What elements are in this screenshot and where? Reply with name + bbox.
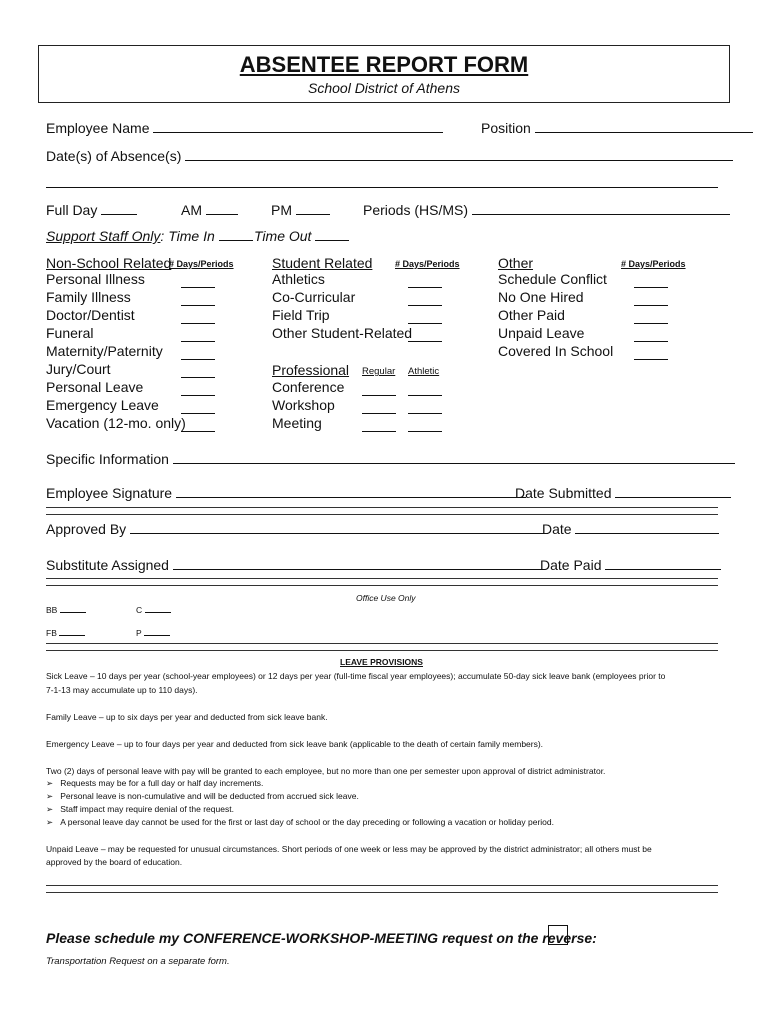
- approved-date-row: [542, 521, 719, 537]
- list-item: Covered In School: [498, 343, 614, 359]
- employee-name-field[interactable]: [153, 121, 443, 133]
- specific-info-row: [46, 451, 735, 467]
- dates-of-absence-label: Date(s) of Absence(s): [46, 148, 182, 164]
- list-item: Personal Leave: [46, 379, 144, 395]
- c-label: C: [136, 605, 143, 615]
- p-field[interactable]: [144, 627, 170, 636]
- regular-field[interactable]: [362, 384, 396, 396]
- approved-row: [46, 521, 548, 537]
- full-day-field[interactable]: [101, 203, 137, 215]
- full-day-row: [46, 202, 137, 218]
- pm-row: [271, 202, 330, 218]
- dates-of-absence-field-2[interactable]: [46, 176, 718, 188]
- list-item: Workshop: [272, 397, 335, 413]
- days-field[interactable]: [181, 348, 215, 360]
- days-field[interactable]: [181, 366, 215, 378]
- periods-label: Periods (HS/MS): [363, 202, 469, 218]
- list-item: Funeral: [46, 325, 94, 341]
- days-field[interactable]: [181, 402, 215, 414]
- non-school-days-header: # Days/Periods: [169, 259, 234, 269]
- unpaid-leave-text: Unpaid Leave – may be requested for unusual circumstances. Short periods of one week or less may be approved by the district administrator; all others must be: [46, 844, 652, 854]
- regular-header: Regular: [362, 366, 396, 377]
- substitute-row: [46, 557, 545, 573]
- days-field[interactable]: [408, 330, 442, 342]
- form-subtitle: School District of Athens: [308, 80, 460, 96]
- support-staff-label: Support Staff Only: [46, 228, 161, 244]
- bb-label: BB: [46, 605, 58, 615]
- title-box: [38, 45, 730, 103]
- approved-date-field[interactable]: [575, 522, 719, 534]
- list-item: Unpaid Leave: [498, 325, 585, 341]
- bullet-item: ➢ A personal leave day cannot be used for the first or last day of school or the day preceding or following a vacation or holiday period.: [46, 817, 554, 827]
- athletic-field[interactable]: [408, 420, 442, 432]
- am-row: [181, 202, 238, 218]
- date-paid-field[interactable]: [605, 558, 721, 570]
- office-use-label: Office Use Only: [356, 593, 416, 603]
- approved-by-field[interactable]: [130, 522, 548, 534]
- days-field[interactable]: [408, 276, 442, 288]
- regular-field[interactable]: [362, 402, 396, 414]
- date-submitted-field[interactable]: [615, 486, 731, 498]
- list-item: Personal Illness: [46, 271, 145, 287]
- p-label: P: [136, 628, 142, 638]
- date-label: Date: [542, 521, 572, 537]
- periods-row: [363, 202, 730, 218]
- date-paid-label: Date Paid: [540, 557, 602, 573]
- list-item: Schedule Conflict: [498, 271, 607, 287]
- unpaid-leave-text-2: approved by the board of education.: [46, 857, 183, 867]
- employee-name-row: [46, 120, 443, 136]
- dates-row: [46, 148, 733, 164]
- c-row: [136, 604, 171, 615]
- list-item: Co-Curricular: [272, 289, 356, 305]
- emergency-leave-text: Emergency Leave – up to four days per year and deducted from sick leave bank (applicable to the death of certain family members).: [46, 739, 544, 749]
- athletic-header: Athletic: [408, 366, 440, 377]
- days-field[interactable]: [408, 294, 442, 306]
- list-item: Athletics: [272, 271, 325, 287]
- days-field[interactable]: [634, 276, 668, 288]
- time-out-field[interactable]: [315, 229, 349, 241]
- employee-name-label: Employee Name: [46, 120, 150, 136]
- separator: [46, 507, 718, 515]
- student-days-header: # Days/Periods: [395, 259, 460, 269]
- other-days-header: # Days/Periods: [621, 259, 686, 269]
- list-item: Conference: [272, 379, 345, 395]
- position-label: Position: [481, 120, 531, 136]
- list-item: Jury/Court: [46, 361, 111, 377]
- list-item: No One Hired: [498, 289, 584, 305]
- personal-leave-text: Two (2) days of personal leave with pay will be granted to each employee, but no more than one per semester upon approval of district administrator.: [46, 766, 606, 776]
- bullet-item: ➢ Requests may be for a full day or half day increments.: [46, 778, 264, 788]
- days-field[interactable]: [634, 294, 668, 306]
- c-field[interactable]: [145, 604, 171, 613]
- leave-provisions-heading: LEAVE PROVISIONS: [340, 657, 423, 667]
- student-heading: Student Related: [272, 255, 373, 271]
- date-submitted-row: [515, 485, 731, 501]
- pm-label: PM: [271, 202, 292, 218]
- sick-leave-text: Sick Leave – 10 days per year (school-year employees) or 12 days per year (full-time fiscal year employees); accumulate 50-day sick leave bank (employees prior to: [46, 671, 666, 681]
- employee-signature-field[interactable]: [176, 486, 526, 498]
- dates-continuation-row: [46, 175, 718, 193]
- days-field[interactable]: [181, 312, 215, 324]
- list-item: Meeting: [272, 415, 322, 431]
- periods-field[interactable]: [472, 203, 730, 215]
- fb-label: FB: [46, 628, 57, 638]
- other-heading: Other: [498, 255, 534, 271]
- list-item: Other Paid: [498, 307, 565, 323]
- bullet-item: ➢ Staff impact may require denial of the request.: [46, 804, 234, 814]
- time-out-label: Time Out: [254, 228, 312, 244]
- fb-field[interactable]: [59, 627, 85, 636]
- full-day-label: Full Day: [46, 202, 98, 218]
- list-item: Doctor/Dentist: [46, 307, 135, 323]
- list-item: Family Illness: [46, 289, 131, 305]
- list-item: Field Trip: [272, 307, 330, 323]
- sick-leave-text-2: 7-1-13 may accumulate up to 110 days).: [46, 685, 198, 695]
- substitute-assigned-field[interactable]: [173, 558, 545, 570]
- days-field[interactable]: [181, 294, 215, 306]
- date-submitted-label: Date Submitted: [515, 485, 612, 501]
- days-field[interactable]: [634, 348, 668, 360]
- fb-row: [46, 627, 85, 638]
- days-field[interactable]: [181, 420, 215, 432]
- pm-field[interactable]: [296, 203, 330, 215]
- position-field[interactable]: [535, 121, 753, 133]
- non-school-heading: Non-School Related: [46, 255, 172, 271]
- transportation-note: Transportation Request on a separate form.: [46, 956, 230, 967]
- time-out-row: [254, 228, 349, 244]
- arrow-bullet-icon: ➢: [46, 778, 54, 788]
- am-field[interactable]: [206, 203, 238, 215]
- list-item: Maternity/Paternity: [46, 343, 163, 359]
- bb-row: [46, 604, 86, 615]
- conference-request-text: Please schedule my CONFERENCE-WORKSHOP-MEETING request on the reverse:: [46, 930, 597, 946]
- bb-field[interactable]: [60, 604, 86, 613]
- specific-info-label: Specific Information: [46, 451, 169, 467]
- separator: [46, 885, 718, 893]
- days-field[interactable]: [634, 330, 668, 342]
- arrow-bullet-icon: ➢: [46, 817, 54, 827]
- date-paid-row: [540, 557, 721, 573]
- p-row: [136, 627, 170, 638]
- conference-request-checkbox[interactable]: [548, 925, 568, 945]
- list-item: Other Student-Related: [272, 325, 413, 341]
- employee-signature-label: Employee Signature: [46, 485, 173, 501]
- list-item: Emergency Leave: [46, 397, 159, 413]
- signature-row: [46, 485, 526, 501]
- athletic-field[interactable]: [408, 384, 442, 396]
- arrow-bullet-icon: ➢: [46, 804, 54, 814]
- bullet-item: ➢ Personal leave is non-cumulative and will be deducted from accrued sick leave.: [46, 791, 359, 801]
- time-in-field[interactable]: [219, 229, 253, 241]
- position-row: [481, 120, 753, 136]
- arrow-bullet-icon: ➢: [46, 791, 54, 801]
- form-title: ABSENTEE REPORT FORM: [239, 52, 529, 77]
- days-field[interactable]: [634, 312, 668, 324]
- family-leave-text: Family Leave – up to six days per year and deducted from sick leave bank.: [46, 712, 328, 722]
- support-staff-row: Support Staff Only: Time In: [46, 228, 253, 244]
- athletic-field[interactable]: [408, 402, 442, 414]
- specific-info-field[interactable]: [173, 452, 735, 464]
- regular-field[interactable]: [362, 420, 396, 432]
- time-in-label: Time In: [168, 228, 215, 244]
- days-field[interactable]: [408, 312, 442, 324]
- days-field[interactable]: [181, 330, 215, 342]
- days-field[interactable]: [181, 384, 215, 396]
- am-label: AM: [181, 202, 202, 218]
- professional-heading: Professional: [272, 362, 350, 378]
- substitute-assigned-label: Substitute Assigned: [46, 557, 169, 573]
- separator: [46, 578, 718, 586]
- approved-by-label: Approved By: [46, 521, 127, 537]
- days-field[interactable]: [181, 276, 215, 288]
- list-item: Vacation (12-mo. only): [46, 415, 186, 431]
- separator: [46, 643, 718, 651]
- dates-of-absence-field[interactable]: [185, 149, 733, 161]
